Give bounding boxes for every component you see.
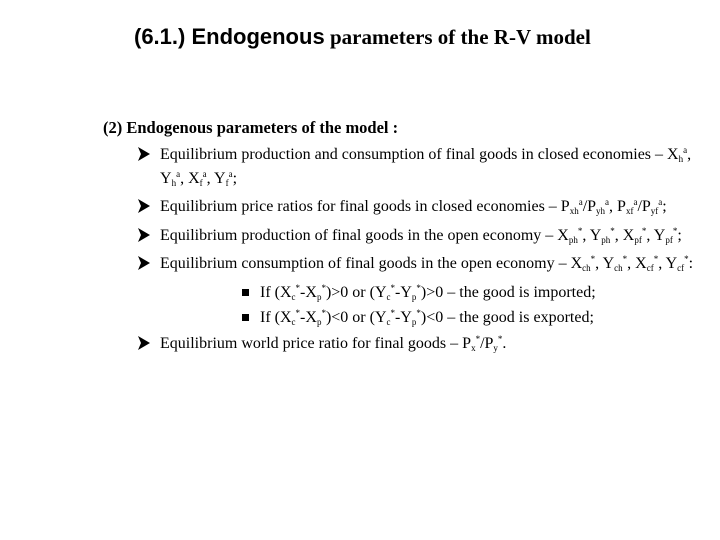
arrowhead-bullet-icon <box>138 147 150 161</box>
subscript: cf <box>646 263 654 273</box>
item-text: , Y <box>658 255 678 272</box>
item-text: , X <box>614 226 635 244</box>
item-text: . <box>502 334 507 352</box>
subscript: h <box>171 177 177 188</box>
subscript: y <box>493 342 498 353</box>
square-bullet-icon <box>242 289 249 296</box>
list-item-content <box>160 227 682 244</box>
superscript: a <box>658 197 663 207</box>
item-text: , Y <box>646 226 666 244</box>
subscript: ch <box>614 263 623 273</box>
subscript: h <box>678 154 684 164</box>
superscript: * <box>321 308 326 318</box>
item-text: /P <box>637 198 651 215</box>
list-item <box>138 252 698 276</box>
item-text: )>0 or (Y <box>325 283 387 301</box>
superscript: * <box>295 308 301 318</box>
item-text: Equilibrium production of final goods in the open economy – X <box>160 226 569 244</box>
list-item-content <box>160 146 691 187</box>
slide-title <box>134 24 694 50</box>
sub-list-item <box>138 306 698 330</box>
superscript: * <box>653 254 659 264</box>
item-text: ; <box>662 198 667 215</box>
superscript: * <box>475 333 481 344</box>
list-item <box>138 195 698 219</box>
arrowhead-bullet-icon <box>138 336 150 350</box>
superscript: * <box>416 308 421 318</box>
section-heading: (2) Endogenous parameters of the model : <box>103 118 399 137</box>
item-text: , Y <box>595 255 615 272</box>
item-text: -X <box>300 309 317 326</box>
item-text: -Y <box>395 283 412 301</box>
subscript: p <box>411 317 417 327</box>
superscript: * <box>641 225 647 236</box>
superscript: a <box>176 168 181 179</box>
superscript: a <box>683 145 688 155</box>
subscript: x <box>471 342 476 353</box>
item-text: , X <box>627 255 647 272</box>
subscript: c <box>386 317 391 327</box>
list-item <box>138 224 698 248</box>
subscript: ch <box>582 263 591 273</box>
item-text: -X <box>300 283 317 301</box>
superscript: * <box>416 282 421 293</box>
superscript: a <box>633 197 638 207</box>
subscript: ph <box>568 234 578 245</box>
superscript: a <box>228 168 233 179</box>
subscript: p <box>316 291 322 302</box>
item-text: If (X <box>260 283 292 301</box>
superscript: * <box>622 254 628 264</box>
superscript: * <box>577 225 583 236</box>
subscript: pf <box>634 234 642 245</box>
list-item <box>138 332 698 356</box>
item-text: Equilibrium world price ratio for final goods – P <box>160 334 472 352</box>
subscript: c <box>291 291 296 302</box>
subscript: c <box>291 317 296 327</box>
superscript: * <box>321 282 326 293</box>
arrowhead-bullet-icon <box>138 228 150 242</box>
subscript: f <box>199 177 203 188</box>
subscript: f <box>225 177 229 188</box>
sub-list-item-content <box>260 284 596 301</box>
sub-list-item-content <box>260 309 594 326</box>
item-text: )<0 – the good is exported; <box>420 309 594 326</box>
list-item <box>138 143 698 190</box>
item-text: /P <box>480 334 494 352</box>
arrowhead-bullet-icon <box>138 256 150 270</box>
superscript: * <box>390 282 395 293</box>
superscript: * <box>610 225 615 236</box>
item-text: /P <box>582 198 597 215</box>
item-text: , X <box>180 169 200 187</box>
superscript: * <box>390 308 395 318</box>
subscript: pf <box>665 234 673 245</box>
superscript: * <box>684 254 689 264</box>
item-text: , Y <box>160 146 692 187</box>
subscript: c <box>386 291 391 302</box>
item-text: )>0 – the good is imported; <box>420 283 596 301</box>
arrowhead-bullet-icon <box>138 199 150 213</box>
subscript: yh <box>596 206 606 216</box>
subscript: xh <box>569 206 579 216</box>
item-text: -Y <box>395 309 412 326</box>
square-bullet-icon <box>242 314 249 321</box>
parameter-list <box>138 143 698 360</box>
title-serif-part: parameters of the R-V model <box>324 25 591 49</box>
superscript: a <box>202 168 207 179</box>
title-sans-part: (6.1.) Endogenous <box>134 24 325 49</box>
item-text: , P <box>609 198 626 215</box>
superscript: * <box>672 225 678 236</box>
subscript: cf <box>677 263 685 273</box>
subscript: p <box>316 317 322 327</box>
subscript: p <box>411 291 417 302</box>
list-item-content <box>160 255 693 272</box>
superscript: a <box>605 197 610 207</box>
item-text: Equilibrium production and consumption of final goods in closed economies – X <box>160 146 679 163</box>
list-item-content <box>160 335 506 352</box>
item-text: Equilibrium consumption of final goods in the open economy – X <box>160 255 583 272</box>
item-text: : <box>688 255 694 272</box>
item-text: Equilibrium price ratios for final goods in closed economies – P <box>160 198 570 215</box>
item-text: , Y <box>582 226 602 244</box>
sub-list-item <box>138 281 698 305</box>
item-text: ; <box>232 169 238 187</box>
superscript: a <box>578 197 583 207</box>
superscript: * <box>590 254 596 264</box>
subscript: xf <box>625 206 634 216</box>
superscript: * <box>497 333 503 344</box>
item-text: ; <box>677 226 682 244</box>
subscript: ph <box>601 234 611 245</box>
item-text: If (X <box>260 309 292 326</box>
superscript: * <box>295 282 301 293</box>
item-text: )<0 or (Y <box>325 309 387 326</box>
subscript: yf <box>650 206 659 216</box>
list-item-content <box>160 198 667 215</box>
item-text: , Y <box>206 169 226 187</box>
